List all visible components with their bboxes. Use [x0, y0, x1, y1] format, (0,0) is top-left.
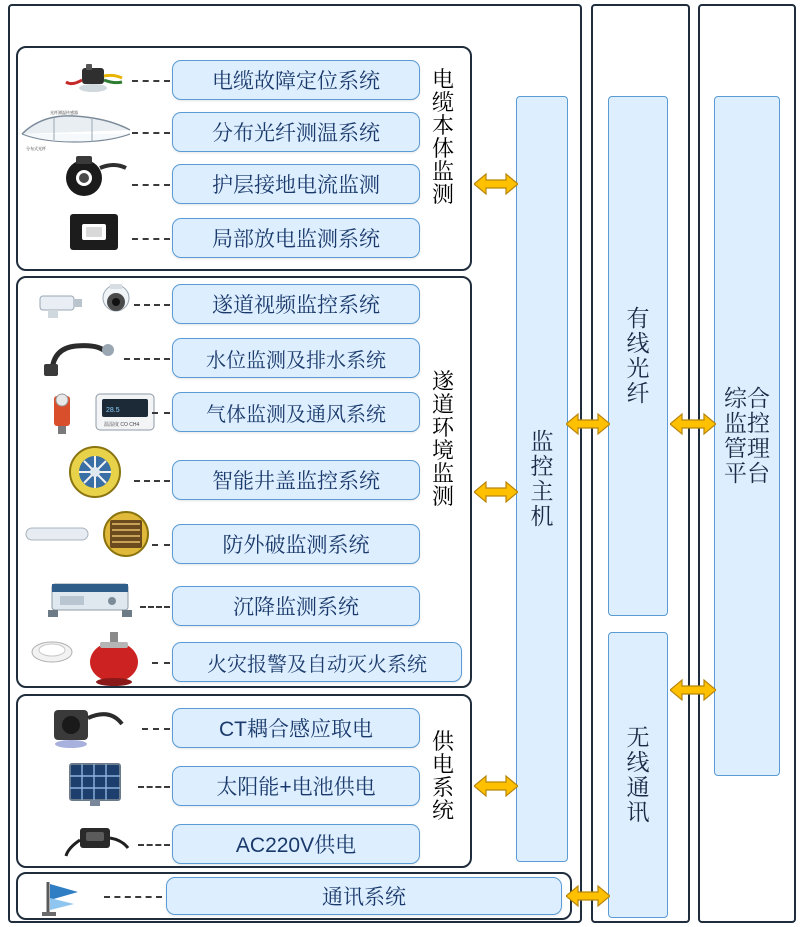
leader-line — [142, 728, 170, 730]
ac-adapter-icon — [62, 818, 136, 864]
system-pill-smart-manhole[interactable]: 智能井盖监控系统 — [172, 460, 420, 500]
water-level-probe-icon — [38, 336, 124, 380]
leader-line — [152, 412, 170, 414]
system-pill-ac220v-power[interactable]: AC220V供电 — [172, 824, 420, 864]
system-pill-gas-ventilation[interactable]: 气体监测及通风系统 — [172, 392, 420, 432]
ct-coupler-icon — [44, 700, 142, 748]
system-pill-settlement[interactable]: 沉降监测系统 — [172, 586, 420, 626]
svg-text:温湿度 CO CH4: 温湿度 CO CH4 — [104, 422, 140, 428]
svg-text:分布式光纤: 分布式光纤 — [26, 146, 46, 151]
leader-line — [124, 358, 170, 360]
system-pill-tunnel-video[interactable]: 遂道视频监控系统 — [172, 284, 420, 324]
leader-line — [132, 238, 170, 240]
monitoring-host-box[interactable] — [516, 96, 568, 862]
fire-alarm-extinguisher-icon — [26, 628, 156, 686]
system-pill-partial-discharge[interactable]: 局部放电监测系统 — [172, 218, 420, 258]
system-pill-fire-alarm[interactable]: 火灾报警及自动灭火系统 — [172, 642, 462, 682]
system-pill-anti-external-damage[interactable]: 防外破监测系统 — [172, 524, 420, 564]
arrow-tunnel-to-host — [474, 478, 518, 506]
partial-discharge-sensor-icon — [62, 208, 128, 256]
arrow-commsys-to-wired — [566, 882, 610, 910]
leader-line — [138, 844, 170, 846]
system-pill-fiber-temperature[interactable]: 分布光纤测温系统 — [172, 112, 420, 152]
cctv-camera-icon — [34, 282, 146, 326]
system-pill-solar-battery-power[interactable]: 太阳能+电池供电 — [172, 766, 420, 806]
leader-line — [152, 544, 170, 546]
leader-line — [132, 184, 170, 186]
cable-fault-locator-icon — [60, 60, 130, 100]
group-label-power-supply: 供电系统 — [431, 729, 454, 824]
smart-manhole-cover-icon — [58, 444, 132, 500]
wired-fiber-box[interactable] — [608, 96, 668, 616]
wired-fiber-label: 有线光纤 — [626, 305, 650, 406]
anti-damage-sensor-icon — [22, 508, 170, 562]
leader-line — [138, 786, 170, 788]
arrow-cable-to-host — [474, 170, 518, 198]
system-pill-water-level-drainage[interactable]: 水位监测及排水系统 — [172, 338, 420, 378]
leader-line — [152, 662, 170, 664]
group-label-cable-body: 电缆本体监测 — [431, 67, 454, 208]
settlement-monitor-icon — [44, 572, 142, 624]
leader-line — [104, 896, 162, 898]
svg-text:28.5: 28.5 — [106, 407, 120, 414]
arrow-power-to-host — [474, 772, 518, 800]
system-pill-communication-system[interactable]: 通讯系统 — [166, 877, 562, 915]
arrow-wireless-to-platform — [670, 676, 716, 704]
leader-line — [140, 606, 170, 608]
management-platform-label: 综合监控管理平台 — [724, 385, 770, 486]
monitoring-host-label: 监控主机 — [530, 428, 554, 529]
wireless-comm-box[interactable] — [608, 632, 668, 918]
arrow-host-to-wired — [566, 410, 610, 438]
system-pill-sheath-ground-current[interactable]: 护层接地电流监测 — [172, 164, 420, 204]
arrow-wired-to-platform — [670, 410, 716, 438]
leader-line — [134, 480, 170, 482]
fiber-temperature-sensor-icon — [16, 104, 136, 152]
leader-line — [134, 304, 170, 306]
leader-line — [132, 132, 170, 134]
leader-line — [132, 80, 170, 82]
group-label-tunnel-environment: 遂道环境监测 — [431, 369, 454, 510]
wireless-comm-label: 无线通讯 — [626, 724, 650, 825]
management-platform-box[interactable] — [714, 96, 780, 776]
svg-text:光纤测温传感器: 光纤测温传感器 — [50, 110, 78, 115]
system-pill-ct-coupling-power[interactable]: CT耦合感应取电 — [172, 708, 420, 748]
system-pill-cable-fault-locator[interactable]: 电缆故障定位系统 — [172, 60, 420, 100]
antenna-icon — [34, 874, 98, 918]
solar-panel-icon — [60, 758, 136, 808]
gas-detector-icon — [40, 386, 166, 438]
current-clamp-icon — [56, 152, 130, 205]
